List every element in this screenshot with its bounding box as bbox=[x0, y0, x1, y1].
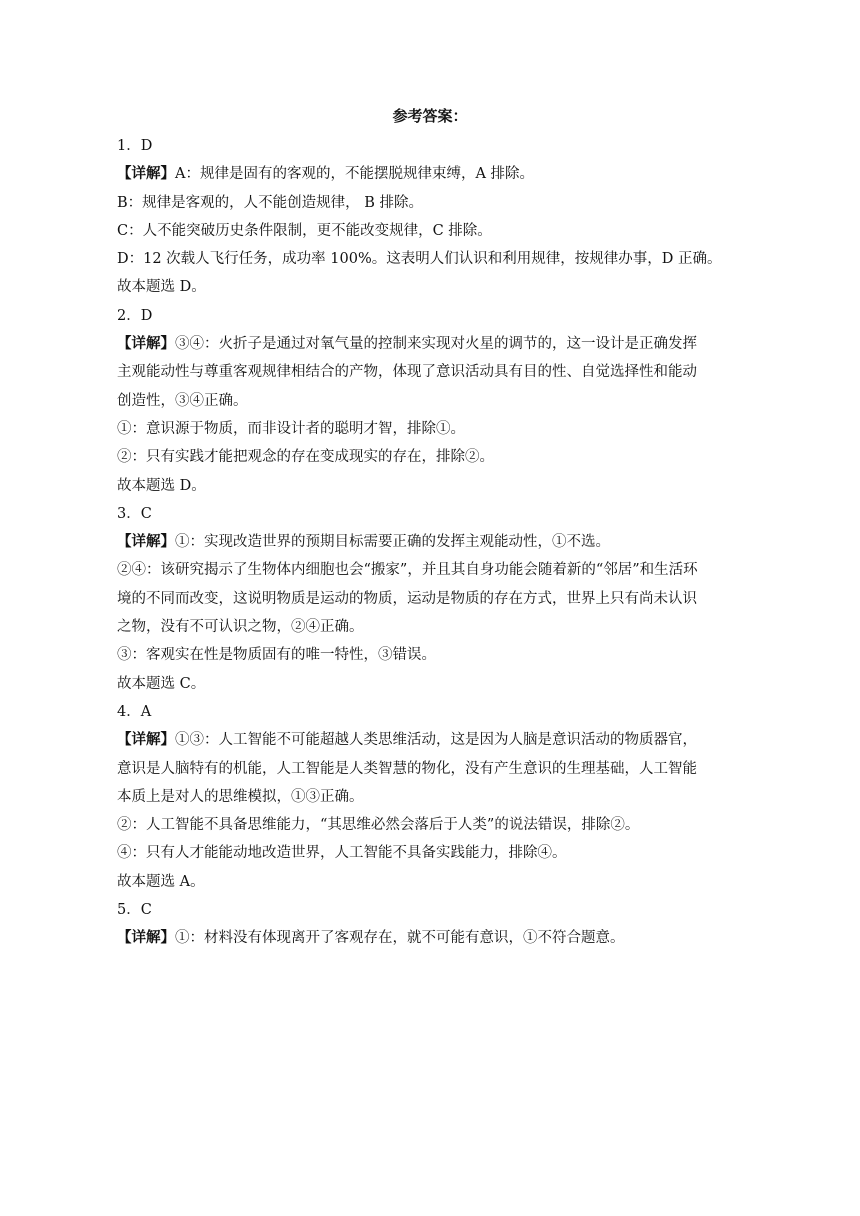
answer-line bbox=[117, 189, 747, 217]
detail-tag: 【详解】 bbox=[117, 336, 175, 353]
answer-content bbox=[117, 132, 747, 953]
detail-tag: 【详解】 bbox=[117, 930, 175, 947]
line-text: ③：客观实在性是物质固有的唯一特性，③错误。 bbox=[117, 647, 436, 664]
line-text: 4．A bbox=[117, 703, 152, 720]
line-text: 意识是人脑特有的机能，人工智能是人类智慧的物化，没有产生意识的生理基础，人工智能 bbox=[117, 760, 697, 777]
line-text: 2．D bbox=[117, 307, 153, 324]
line-text: ②④：该研究揭示了生物体内细胞也会“搬家”，并且其自身功能会随着新的“邻居”和生活环 bbox=[117, 562, 698, 579]
answer-line bbox=[117, 613, 747, 641]
line-text: 3．C bbox=[117, 505, 152, 522]
detail-tag: 【详解】 bbox=[117, 732, 175, 749]
line-text: 故本题选 C。 bbox=[117, 675, 206, 692]
answer-line bbox=[117, 556, 747, 584]
line-text: 本质上是对人的思维模拟，①③正确。 bbox=[117, 788, 364, 805]
line-text: 1．D bbox=[117, 138, 153, 154]
answer-line bbox=[117, 302, 747, 330]
line-text: ②：只有实践才能把观念的存在变成现实的存在，排除②。 bbox=[117, 449, 494, 466]
answer-line bbox=[117, 415, 747, 443]
answer-line bbox=[117, 273, 747, 301]
answer-line bbox=[117, 698, 747, 726]
line-text: 创造性，③④正确。 bbox=[117, 392, 248, 409]
line-text: ③④：火折子是通过对氧气量的控制来实现对火星的调节的，这一设计是正确发挥 bbox=[175, 336, 697, 353]
answer-line bbox=[117, 160, 747, 188]
line-text: A：规律是固有的客观的，不能摆脱规律束缚，A 排除。 bbox=[175, 166, 535, 183]
answer-line bbox=[117, 330, 747, 358]
answer-line bbox=[117, 755, 747, 783]
answer-line bbox=[117, 500, 747, 528]
line-text: 故本题选 A。 bbox=[117, 873, 205, 890]
detail-tag: 【详解】 bbox=[117, 166, 175, 183]
line-text: ①：实现改造世界的预期目标需要正确的发挥主观能动性，①不选。 bbox=[175, 534, 610, 551]
line-text: 境的不同而改变，这说明物质是运动的物质，运动是物质的存在方式，世界上只有尚未认识 bbox=[117, 590, 697, 607]
answer-line bbox=[117, 443, 747, 471]
answer-line bbox=[117, 358, 747, 386]
answer-line bbox=[117, 726, 747, 754]
answer-line bbox=[117, 132, 747, 160]
line-text: ①③：人工智能不可能超越人类思维活动，这是因为人脑是意识活动的物质器官， bbox=[175, 732, 697, 749]
line-text: C：人不能突破历史条件限制，更不能改变规律，C 排除。 bbox=[117, 222, 492, 239]
answer-line bbox=[117, 839, 747, 867]
line-text: B：规律是客观的，人不能创造规律， B 排除。 bbox=[117, 194, 424, 211]
line-text: 主观能动性与尊重客观规律相结合的产物，体现了意识活动具有目的性、自觉选择性和能动 bbox=[117, 364, 697, 381]
answer-line bbox=[117, 387, 747, 415]
line-text: D：12 次载人飞行任务，成功率 100%。这表明人们认识和利用规律，按规律办事，D 正确。 bbox=[117, 251, 722, 268]
line-text: ②：人工智能不具备思维能力，“其思维必然会落后于人类”的说法错误，排除②。 bbox=[117, 817, 640, 834]
line-text: ④：只有人才能能动地改造世界，人工智能不具备实践能力，排除④。 bbox=[117, 845, 567, 862]
answer-line bbox=[117, 528, 747, 556]
answer-line bbox=[117, 783, 747, 811]
line-text: ①：意识源于物质，而非设计者的聪明才智，排除①。 bbox=[117, 420, 465, 437]
answer-line bbox=[117, 924, 747, 952]
detail-tag: 【详解】 bbox=[117, 534, 175, 551]
answer-line bbox=[117, 811, 747, 839]
answer-line bbox=[117, 472, 747, 500]
line-text: 故本题选 D。 bbox=[117, 477, 206, 494]
answer-line bbox=[117, 868, 747, 896]
page-title: 参考答案： bbox=[392, 107, 468, 125]
answer-line bbox=[117, 585, 747, 613]
answer-line bbox=[117, 896, 747, 924]
answer-line bbox=[117, 670, 747, 698]
answer-line bbox=[117, 245, 747, 273]
answer-line bbox=[117, 217, 747, 245]
line-text: 故本题选 D。 bbox=[117, 279, 206, 296]
answer-line bbox=[117, 641, 747, 669]
line-text: 5．C bbox=[117, 902, 152, 919]
line-text: ①：材料没有体现离开了客观存在，就不可能有意识，①不符合题意。 bbox=[175, 930, 625, 947]
line-text: 之物，没有不可认识之物，②④正确。 bbox=[117, 619, 364, 636]
